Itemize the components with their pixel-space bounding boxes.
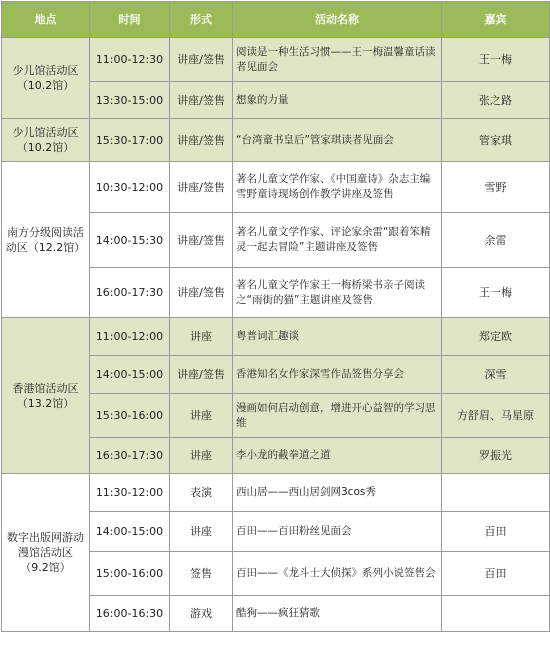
schedule-sheet xyxy=(1,1,549,645)
time-cell: 14:00-15:00 xyxy=(90,512,170,552)
time-cell: 14:00-15:00 xyxy=(90,356,170,394)
form-cell: 讲座/签售 xyxy=(170,119,233,162)
form-cell: 讲座/签售 xyxy=(170,268,233,318)
time-cell: 14:00-15:30 xyxy=(90,213,170,268)
guest-cell: 方舒眉、马星原 xyxy=(442,394,550,438)
event-cell: 著名儿童文学作家王一梅桥梁书亲子阅读之“雨街的猫”主题讲座及签售 xyxy=(233,268,442,318)
event-cell: “台湾童书皇后”管家琪读者见面会 xyxy=(233,119,442,162)
event-cell: 西山居——西山居剑网3cos秀 xyxy=(233,474,442,512)
form-cell: 讲座/签售 xyxy=(170,356,233,394)
venue-label: 数字出版网游动漫馆活动区（9.2馆） xyxy=(7,531,84,574)
form-cell: 讲座/签售 xyxy=(170,38,233,82)
form-cell: 讲座 xyxy=(170,512,233,552)
header-form: 形式 xyxy=(170,2,233,38)
event-schedule-table xyxy=(1,1,550,632)
venue-label: 少儿馆活动区（10.2馆） xyxy=(12,126,79,154)
form-cell: 表演 xyxy=(170,474,233,512)
event-cell: 阅读是一种生活习惯——王一梅温馨童话读者见面会 xyxy=(233,38,442,82)
venue-label: 少儿馆活动区（10.2馆） xyxy=(12,64,79,92)
form-cell: 讲座/签售 xyxy=(170,162,233,213)
header-guest: 嘉宾 xyxy=(442,2,550,38)
venue-cell xyxy=(2,318,90,474)
form-cell: 讲座/签售 xyxy=(170,213,233,268)
guest-cell: 余雷 xyxy=(442,213,550,268)
form-cell: 游戏 xyxy=(170,596,233,632)
time-cell: 15:30-16:00 xyxy=(90,394,170,438)
guest-cell: 罗振光 xyxy=(442,438,550,474)
guest-cell: 张之路 xyxy=(442,82,550,119)
form-cell: 讲座 xyxy=(170,394,233,438)
header-venue: 地点 xyxy=(2,2,90,38)
venue-cell xyxy=(2,38,90,119)
event-cell: 百田——百田粉丝见面会 xyxy=(233,512,442,552)
table-row xyxy=(2,318,550,356)
guest-cell: 雪野 xyxy=(442,162,550,213)
time-cell: 16:30-17:30 xyxy=(90,438,170,474)
event-cell: 著名儿童文学作家、评论家余雷“跟着笨精灵一起去冒险”主题讲座及签售 xyxy=(233,213,442,268)
table-row xyxy=(2,38,550,82)
form-cell: 讲座 xyxy=(170,438,233,474)
event-cell: 酷狗——疯狂猜歌 xyxy=(233,596,442,632)
guest-cell xyxy=(442,596,550,632)
table-row xyxy=(2,474,550,512)
event-cell: 香港知名女作家深雪作品签售分享会 xyxy=(233,356,442,394)
form-cell: 讲座/签售 xyxy=(170,82,233,119)
guest-cell: 王一梅 xyxy=(442,268,550,318)
guest-cell: 百田 xyxy=(442,552,550,596)
venue-cell xyxy=(2,119,90,162)
guest-cell xyxy=(442,474,550,512)
header-row xyxy=(2,2,550,38)
event-cell: 著名儿童文学作家、《中国童诗》杂志主编雪野童诗现场创作教学讲座及签售 xyxy=(233,162,442,213)
event-cell: 李小龙的截拳道之道 xyxy=(233,438,442,474)
guest-cell: 王一梅 xyxy=(442,38,550,82)
time-cell: 15:30-17:00 xyxy=(90,119,170,162)
venue-label: 南方分级阅读活动区（12.2馆） xyxy=(5,225,86,254)
event-cell: 想象的力量 xyxy=(233,82,442,119)
time-cell: 10:30-12:00 xyxy=(90,162,170,213)
guest-cell: 郑定欧 xyxy=(442,318,550,356)
header-event: 活动名称 xyxy=(233,2,442,38)
event-cell: 百田——《龙斗士大侦探》系列小说签售会 xyxy=(233,552,442,596)
time-cell: 11:30-12:00 xyxy=(90,474,170,512)
venue-cell xyxy=(2,162,90,318)
event-cell: 漫画如何启动创意，增进开心益智的学习思维 xyxy=(233,394,442,438)
table-row xyxy=(2,162,550,213)
time-cell: 16:00-17:30 xyxy=(90,268,170,318)
form-cell: 讲座 xyxy=(170,318,233,356)
time-cell: 16:00-16:30 xyxy=(90,596,170,632)
time-cell: 11:00-12:00 xyxy=(90,318,170,356)
time-cell: 13:30-15:00 xyxy=(90,82,170,119)
guest-cell: 深雪 xyxy=(442,356,550,394)
header-time: 时间 xyxy=(90,2,170,38)
time-cell: 15:00-16:00 xyxy=(90,552,170,596)
guest-cell: 百田 xyxy=(442,512,550,552)
table-row xyxy=(2,119,550,162)
venue-cell xyxy=(2,474,90,632)
time-cell: 11:00-12:30 xyxy=(90,38,170,82)
event-cell: 粤普词汇趣谈 xyxy=(233,318,442,356)
form-cell: 签售 xyxy=(170,552,233,596)
guest-cell: 管家琪 xyxy=(442,119,550,162)
venue-label: 香港馆活动区（13.2馆） xyxy=(12,381,79,410)
